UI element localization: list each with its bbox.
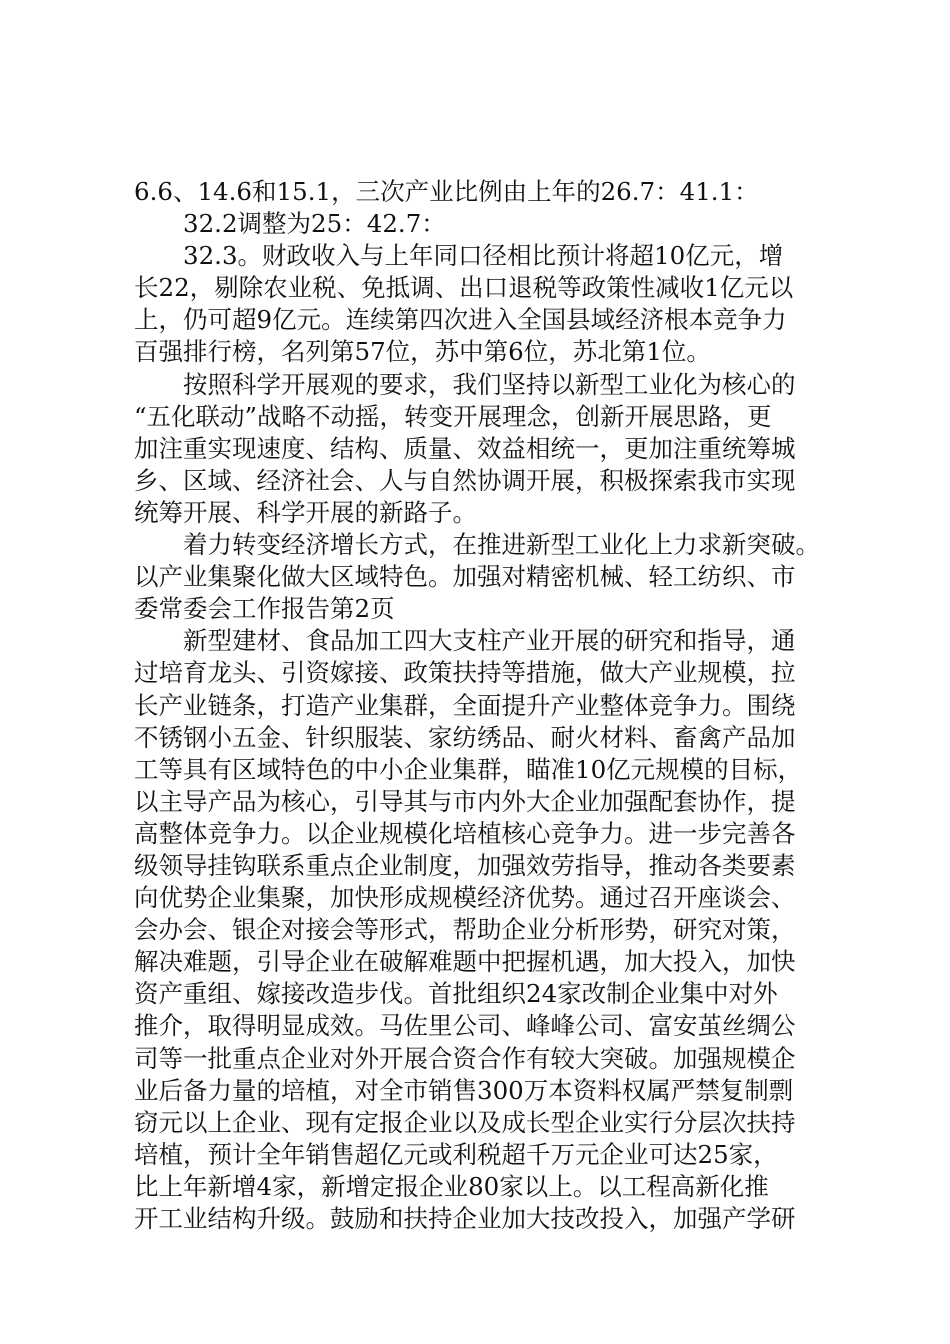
text-line: 乡、区域、经济社会、人与自然协调开展，积极探索我市实现: [134, 465, 796, 495]
text-line: 开工业结构升级。鼓励和扶持企业加大技改投入，加强产学研: [134, 1204, 796, 1233]
text-line: 以产业集聚化做大区域特色。加强对精密机械、轻工纺织、市: [134, 562, 796, 592]
text-line: 统筹开展、科学开展的新路子。: [134, 497, 477, 527]
text-line: 按照科学开展观的要求，我们坚持以新型工业化为核心的: [183, 369, 796, 399]
text-line: “五化联动”战略不动摇，转变开展理念，创新开展思路，更: [134, 401, 772, 431]
text-line: 以主导产品为核心，引导其与市内外大企业加强配套协作，提: [134, 786, 796, 816]
text-line: 资产重组、嫁接改造步伐。首批组织24家改制企业集中对外: [134, 979, 778, 1009]
text-line: 长22，剔除农业税、免抵调、出口退税等政策性减收1亿元以: [134, 273, 794, 303]
text-line: 业后备力量的培植，对全市销售300万本资料权属严禁复制剽: [134, 1075, 794, 1105]
text-line: 加注重实现速度、结构、质量、效益相统一，更加注重统筹城: [134, 433, 796, 463]
text-line: 会办会、银企对接会等形式，帮助企业分析形势，研究对策，: [134, 915, 796, 945]
text-line: 32.3。财政收入与上年同口径相比预计将超10亿元，增: [183, 241, 784, 271]
text-line: 新型建材、食品加工四大支柱产业开展的研究和指导，通: [183, 626, 796, 656]
document-body: [134, 176, 824, 1235]
text-line: 解决难题，引导企业在破解难题中把握机遇，加大投入，加快: [134, 947, 796, 977]
text-line: 32.2调整为25：42.7：: [183, 209, 446, 239]
text-line: 工等具有区域特色的中小企业集群，瞄准10亿元规模的目标，: [134, 754, 803, 784]
text-line: 级领导挂钩联系重点企业制度，加强效劳指导，推动各类要素: [134, 850, 796, 880]
text-line: 长产业链条，打造产业集群，全面提升产业整体竞争力。围绕: [134, 690, 796, 720]
text-line: 高整体竞争力。以企业规模化培植核心竞争力。进一步完善各: [134, 818, 796, 848]
text-line: 推介，取得明显成效。马佐里公司、峰峰公司、富安茧丝绸公: [134, 1011, 796, 1041]
text-line: 6.6、14.6和15.1，三次产业比例由上年的26.7：41.1：: [134, 177, 759, 206]
text-line: 过培育龙头、引资嫁接、政策扶持等措施，做大产业规模，拉: [134, 658, 796, 688]
text-line: 不锈钢小五金、针织服装、家纺绣品、耐火材料、畜禽产品加: [134, 722, 796, 752]
text-line: 窃元以上企业、现有定报企业以及成长型企业实行分层次扶持: [134, 1107, 796, 1137]
text-line: 百强排行榜，名列第57位，苏中第6位，苏北第1位。: [134, 337, 711, 367]
text-line: 上，仍可超9亿元。连续第四次进入全国县域经济根本竞争力: [134, 305, 787, 335]
text-line: 比上年新增4家，新增定报企业80家以上。以工程高新化推: [134, 1171, 769, 1201]
text-line: 培植，预计全年销售超亿元或利税超千万元企业可达25家，: [134, 1139, 778, 1169]
text-line: 向优势企业集聚，加快形成规模经济优势。通过召开座谈会、: [134, 883, 796, 913]
text-line: 着力转变经济增长方式，在推进新型工业化上力求新突破。: [183, 530, 820, 560]
text-line: 司等一批重点企业对外开展合资合作有较大突破。加强规模企: [134, 1043, 796, 1073]
text-line: 委常委会工作报告第2页: [134, 594, 395, 624]
